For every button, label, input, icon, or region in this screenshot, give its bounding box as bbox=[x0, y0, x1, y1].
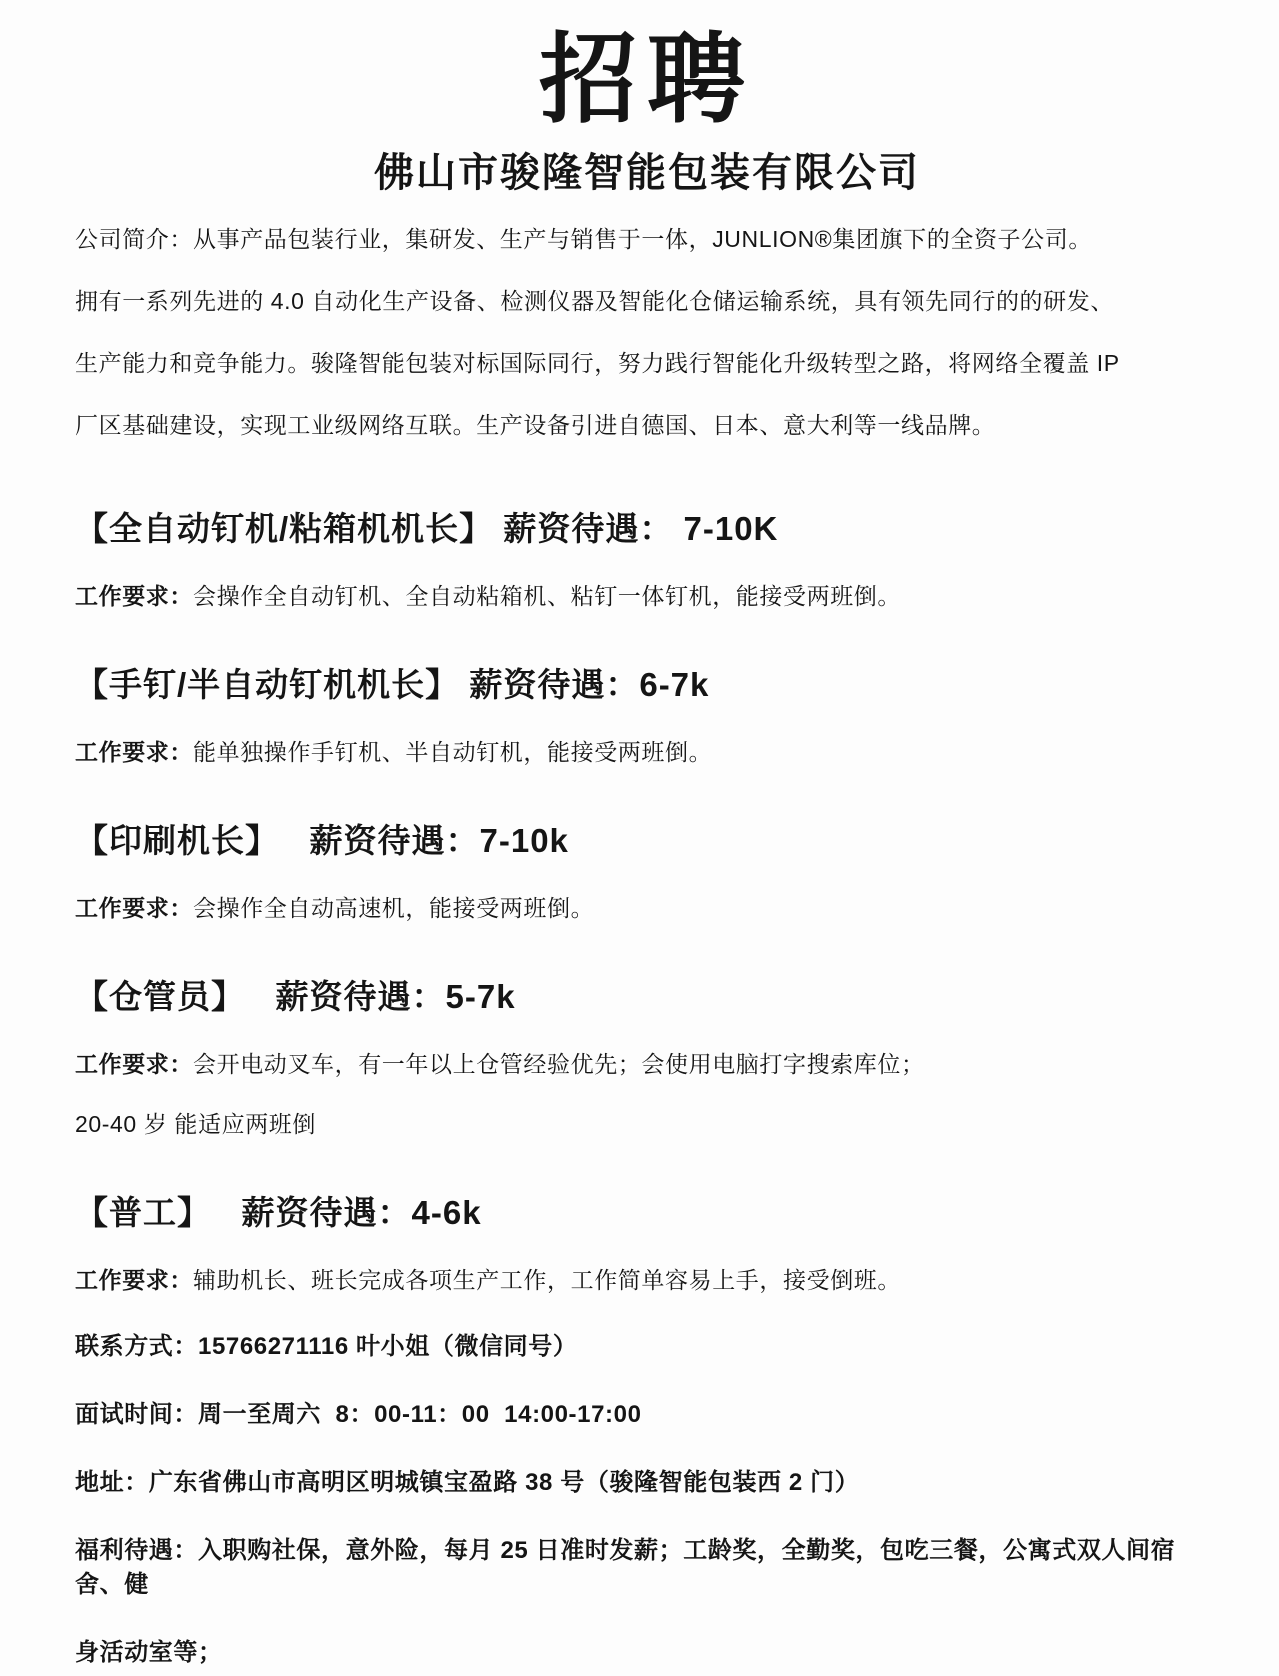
interview-time-label: 面试时间： bbox=[75, 1401, 198, 1428]
job-heading: 【印刷机长】 薪资待遇：7-10k bbox=[75, 822, 569, 859]
company-name: 佛山市骏隆智能包装有限公司 bbox=[374, 151, 920, 195]
contact-label: 联系方式： bbox=[75, 1333, 198, 1360]
interview-time-line bbox=[75, 1398, 1219, 1432]
job-heading: 【普工】 薪资待遇：4-6k bbox=[75, 1194, 482, 1231]
job-requirement bbox=[75, 1048, 1219, 1080]
job-heading: 【手钉/半自动钉机机长】 薪资待遇：6-7k bbox=[75, 666, 710, 703]
job-requirement-label: 工作要求： bbox=[75, 895, 193, 921]
job-heading: 【仓管员】 薪资待遇：5-7k bbox=[75, 978, 516, 1015]
job-requirement-text: 辅助机长、班长完成各项生产工作，工作简单容易上手，接受倒班。 bbox=[193, 1267, 901, 1293]
job-section-auto-nailing-machine-operator bbox=[75, 506, 1219, 612]
job-section-hand-nailing-machine-operator bbox=[75, 662, 1219, 768]
job-section-general-worker bbox=[75, 1190, 1219, 1296]
job-requirement-label: 工作要求： bbox=[75, 739, 193, 765]
job-requirement-text: 会操作全自动钉机、全自动粘箱机、粘钉一体钉机，能接受两班倒。 bbox=[193, 583, 901, 609]
benefits-line-1 bbox=[75, 1534, 1219, 1602]
intro-line-4: 厂区基础建设，实现工业级网络互联。生产设备引进自德国、日本、意大利等一线品牌。 bbox=[75, 412, 996, 438]
job-section-printing-machine-operator bbox=[75, 818, 1219, 924]
job-requirement-label: 工作要求： bbox=[75, 1051, 193, 1077]
benefits-line-2 bbox=[75, 1636, 1219, 1670]
job-requirement-text: 会开电动叉车，有一年以上仓管经验优先；会使用电脑打字搜索库位； bbox=[193, 1051, 925, 1077]
contact-line bbox=[75, 1330, 1219, 1364]
intro-line-2: 拥有一系列先进的 4.0 自动化生产设备、检测仪器及智能化仓储运输系统，具有领先同行的的研发、 bbox=[75, 288, 1114, 314]
page-title: 招聘 bbox=[538, 24, 755, 134]
interview-time-value: 周一至周六 8：00-11：00 14:00-17:00 bbox=[198, 1401, 642, 1428]
job-section-warehouse-keeper bbox=[75, 974, 1219, 1140]
benefits-label: 福利待遇： bbox=[75, 1537, 198, 1564]
address-label: 地址： bbox=[75, 1469, 149, 1496]
job-requirement bbox=[75, 580, 1219, 612]
job-requirement-label: 工作要求： bbox=[75, 583, 193, 609]
benefits-text-2: 身活动室等； bbox=[75, 1639, 223, 1666]
contact-phone: 15766271116 叶小姐（微信同号） bbox=[198, 1333, 578, 1360]
company-intro bbox=[75, 208, 1219, 456]
job-requirement-text: 能单独操作手钉机、半自动钉机，能接受两班倒。 bbox=[193, 739, 713, 765]
address-value: 广东省佛山市高明区明城镇宝盈路 38 号（骏隆智能包装西 2 门） bbox=[148, 1469, 860, 1496]
address-line bbox=[75, 1466, 1219, 1500]
job-requirement bbox=[75, 1264, 1219, 1296]
job-heading: 【全自动钉机/粘箱机机长】 薪资待遇： 7-10K bbox=[75, 510, 779, 547]
intro-line-3: 生产能力和竞争能力。骏隆智能包装对标国际同行，努力践行智能化升级转型之路，将网络全覆盖 IP bbox=[75, 350, 1120, 376]
intro-line-1: 公司简介：从事产品包装行业，集研发、生产与销售于一体，JUNLION®集团旗下的全资子公司。 bbox=[75, 226, 1092, 252]
job-requirement-text: 会操作全自动高速机，能接受两班倒。 bbox=[193, 895, 595, 921]
benefits-text-1: 入职购社保，意外险，每月 25 日准时发薪；工龄奖，全勤奖，包吃三餐，公寓式双人间宿舍、健 bbox=[75, 1537, 1176, 1598]
job-requirement-extra: 20-40 岁 能适应两班倒 bbox=[75, 1111, 317, 1137]
job-requirement-label: 工作要求： bbox=[75, 1267, 193, 1293]
job-requirement bbox=[75, 892, 1219, 924]
job-requirement bbox=[75, 736, 1219, 768]
